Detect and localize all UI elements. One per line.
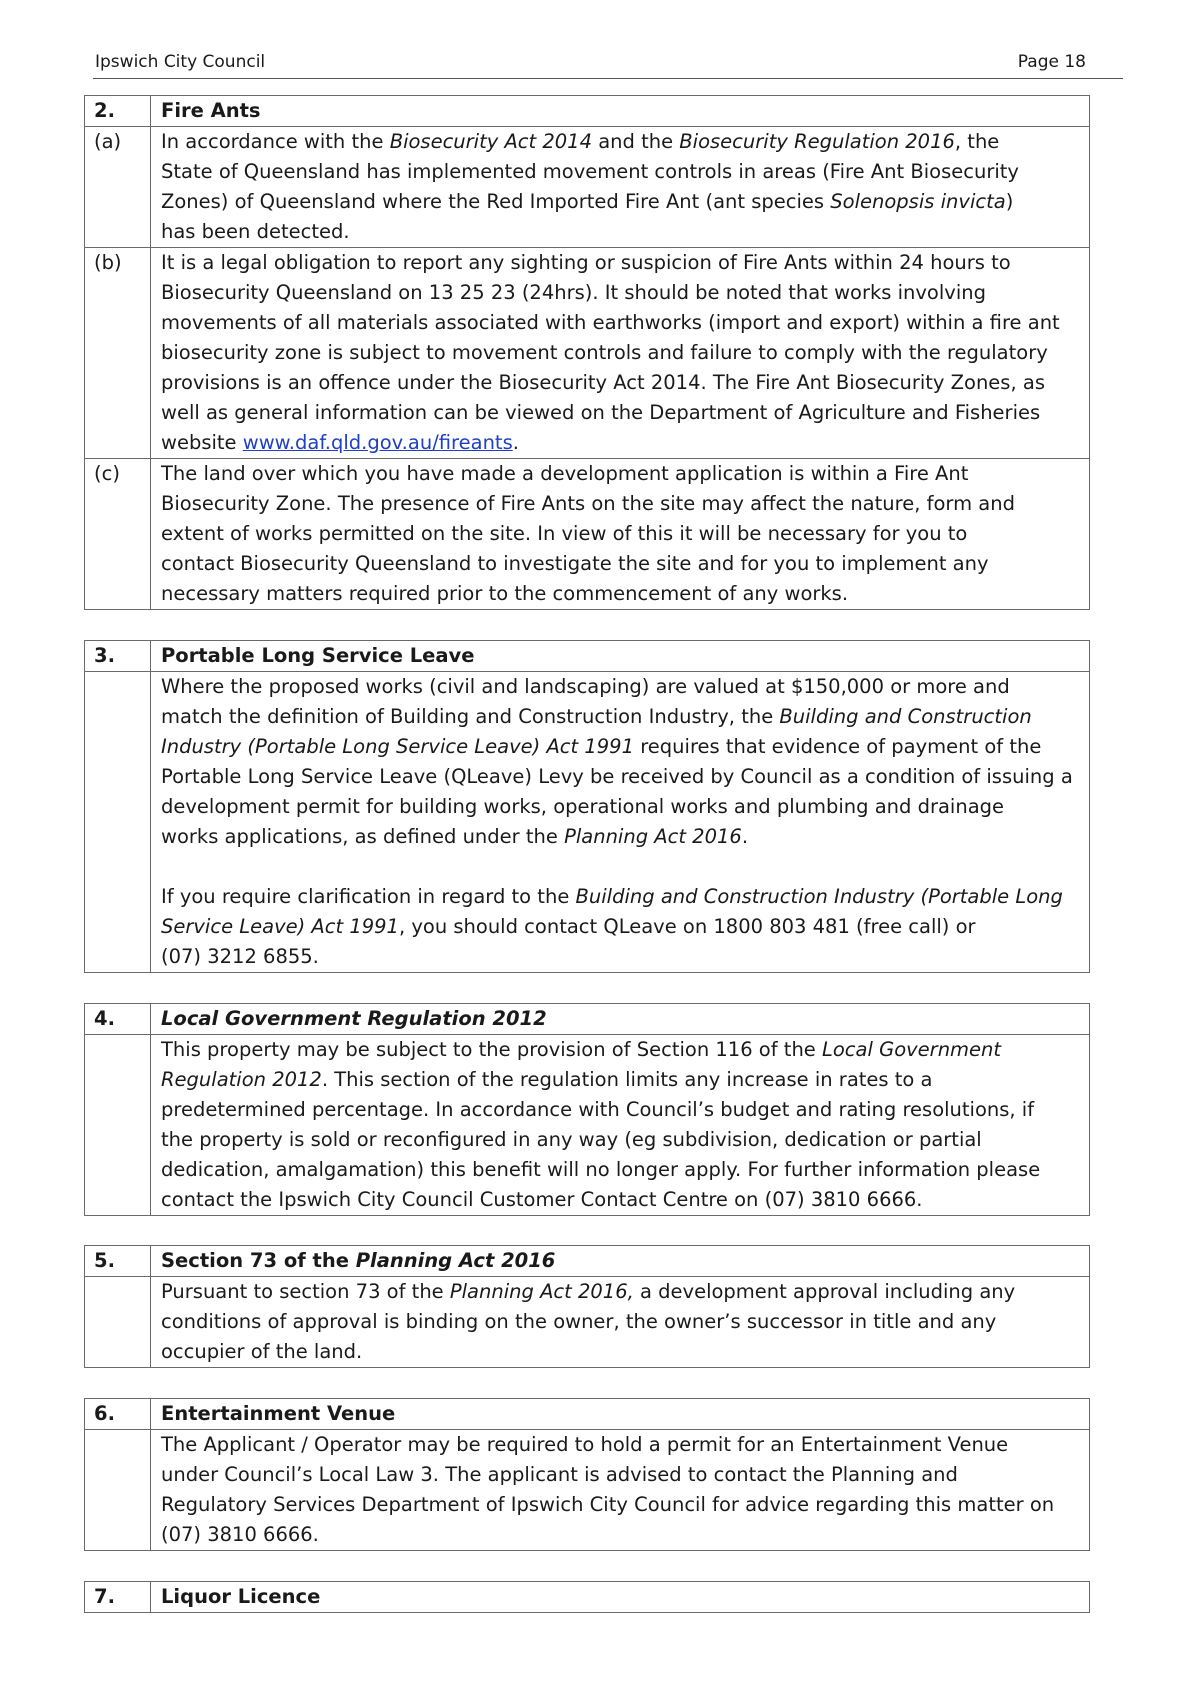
paragraph: If you require clarification in regard to the Building and Construction Industry (Portable Long Service Leave) Act 1991, you should contact QLeave on 1800 803 481 (free call) or (07) 3212 6855. — [161, 885, 1063, 968]
section-portable-long-service-leave — [84, 640, 1090, 973]
section-planning-act-section-73 — [84, 1245, 1090, 1368]
section-title: Liquor Licence — [151, 1582, 1090, 1613]
fireants-website-link[interactable]: www.daf.qld.gov.au/fireants — [242, 431, 513, 454]
paragraph: The Applicant / Operator may be required to hold a permit for an Entertainment Venue under Council’s Local Law 3. The applicant is advised to contact the Planning and Regulatory Services Department of Ipswich City Council for advice regarding this matter on (07) 3810 6666. — [151, 1430, 1090, 1551]
section-title: Portable Long Service Leave — [151, 641, 1090, 672]
item-label: (a) — [85, 127, 151, 248]
section-number: 5. — [85, 1246, 151, 1277]
section-number: 4. — [85, 1004, 151, 1035]
item-text: The land over which you have made a development application is within a Fire Ant Biosecurity Zone. The presence of Fire Ants on the site may affect the nature, form and extent of works permitted on the site. In view of this it will be necessary for you to contact Biosecurity Queensland to investigate the site and for you to implement any necessary matters required prior to the commencement of any works. — [151, 459, 1090, 610]
council-name: Ipswich City Council — [95, 52, 266, 72]
paragraph: Pursuant to section 73 of the Planning Act 2016, a development approval including any conditions of approval is binding on the owner, the owner’s successor in title and any occupier of the land. — [151, 1277, 1090, 1368]
section-title: Section 73 of the Planning Act 2016 — [151, 1246, 1090, 1277]
section-title: Local Government Regulation 2012 — [151, 1004, 1090, 1035]
section-title: Entertainment Venue — [151, 1399, 1090, 1430]
section-number: 7. — [85, 1582, 151, 1613]
section-number: 2. — [85, 96, 151, 127]
section-number: 3. — [85, 641, 151, 672]
page-header — [93, 52, 1123, 79]
item-text: It is a legal obligation to report any sighting or suspicion of Fire Ants within 24 hours to Biosecurity Queensland on 13 25 23 (24hrs). It should be noted that works involving movements of all materials associated with earthworks (import and export) within a fire ant biosecurity zone is subject to movement controls and failure to comply with the regulatory provisions is an offence under the Biosecurity Act 2014. The Fire Ant Biosecurity Zones, as well as general information can be viewed on the Department of Agriculture and Fisheries website www.daf.qld.gov.au/fireants. — [151, 248, 1090, 459]
section-liquor-licence — [84, 1581, 1090, 1613]
item-label: (c) — [85, 459, 151, 610]
paragraph: Where the proposed works (civil and landscaping) are valued at $150,000 or more and match the definition of Building and Construction Industry, the Building and Construction Industry (Portable Long Service Leave) Act 1991 requires that evidence of payment of the Portable Long Service Leave (QLeave) Levy be received by Council as a condition of issuing a development permit for building works, operational works and plumbing and drainage works applications, as defined under the Planning Act 2016. — [161, 675, 1073, 848]
item-text: In accordance with the Biosecurity Act 2014 and the Biosecurity Regulation 2016, the State of Queensland has implemented movement controls in areas (Fire Ant Biosecurity Zones) of Queensland where the Red Imported Fire Ant (ant species Solenopsis invicta) has been detected. — [151, 127, 1090, 248]
section-number: 6. — [85, 1399, 151, 1430]
section-fire-ants — [84, 95, 1090, 610]
item-label: (b) — [85, 248, 151, 459]
paragraph: This property may be subject to the provision of Section 116 of the Local Government Regulation 2012. This section of the regulation limits any increase in rates to a predetermined percentage. In accordance with Council’s budget and rating resolutions, if the property is sold or reconfigured in any way (eg subdivision, dedication or partial dedication, amalgamation) this benefit will no longer apply. For further information please contact the Ipswich City Council Customer Contact Centre on (07) 3810 6666. — [151, 1035, 1090, 1216]
section-title: Fire Ants — [151, 96, 1090, 127]
section-local-government-regulation — [84, 1003, 1090, 1216]
section-entertainment-venue — [84, 1398, 1090, 1551]
page-number: Page 18 — [1017, 52, 1086, 72]
